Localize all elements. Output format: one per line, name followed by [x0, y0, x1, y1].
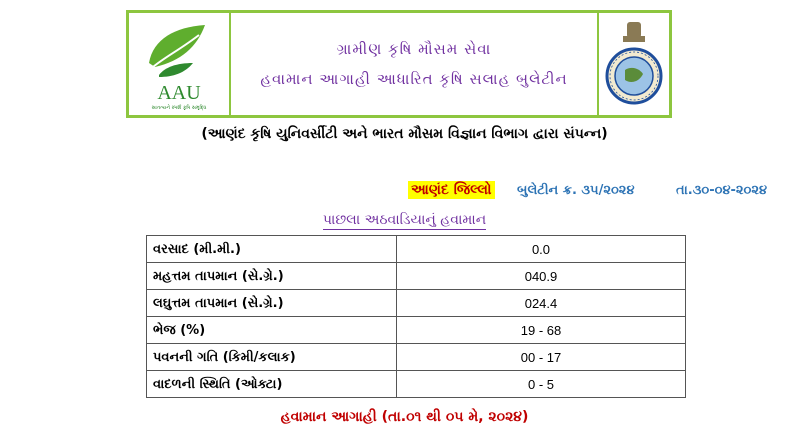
value-cell: 0 - 5: [397, 371, 686, 398]
table-row: [147, 290, 686, 317]
value-cell: 00 - 17: [397, 344, 686, 371]
table-row: [147, 263, 686, 290]
leaf-logo-icon: [135, 17, 223, 111]
imd-emblem-icon: [603, 18, 665, 110]
param-cell: લઘુત્તમ તાપમાન (સે.ગ્રે.): [147, 290, 397, 317]
table-row: [147, 317, 686, 344]
logo-text: AAU: [157, 82, 201, 104]
past-week-table: [146, 235, 686, 398]
imd-emblem: [597, 13, 669, 115]
past-week-heading: [0, 212, 809, 228]
district-label: આણંદ જિલ્લો: [408, 181, 495, 199]
value-cell: 19 - 68: [397, 317, 686, 344]
param-cell: પવનની ગતિ (કિમી/કલાક): [147, 344, 397, 371]
bulletin-date: તા.૩૦-૦૪-૨૦૨૪: [676, 183, 768, 198]
table-row: [147, 371, 686, 398]
logo-tagline: સાતત્યને સ્પર્શ કૃષિ સમૃદ્ધિ: [151, 105, 207, 111]
header-box: [126, 10, 672, 118]
bulletin-number: બુલેટીન ક્ર. ૩૫/૨૦૨૪: [517, 183, 635, 198]
past-week-heading-text: પાછલા અઠવાડિયાનું હવામાન: [322, 212, 487, 228]
value-cell: 024.4: [397, 290, 686, 317]
param-cell: મહત્તમ તાપમાન (સે.ગ્રે.): [147, 263, 397, 290]
value-cell: 040.9: [397, 263, 686, 290]
param-cell: વાદળની સ્થિતિ (ઓક્ટા): [147, 371, 397, 398]
forecast-heading: હવામાન આગાહી (તા.૦૧ થી ૦૫ મે, ૨૦૨૪): [280, 409, 529, 425]
param-cell: ભેજ (%): [147, 317, 397, 344]
bulletin-meta: [0, 181, 809, 203]
header-titles: [231, 13, 597, 115]
header-title-line2: હવામાન આગાહી આધારિત કૃષિ સલાહ બુલેટીન: [260, 70, 568, 88]
table-row: [147, 344, 686, 371]
table-row: [147, 236, 686, 263]
value-cell: 0.0: [397, 236, 686, 263]
subtitle: (આણંદ કૃષિ યુનિવર્સીટી અને ભારત મૌસમ વિજ્ઞાન વિભાગ દ્વારા સંપન્ન): [201, 126, 608, 142]
header-title-line1: ગ્રામીણ કૃષિ મૌસમ સેવા: [336, 40, 492, 58]
aau-logo: [129, 13, 231, 115]
param-cell: વરસાદ (મી.મી.): [147, 236, 397, 263]
